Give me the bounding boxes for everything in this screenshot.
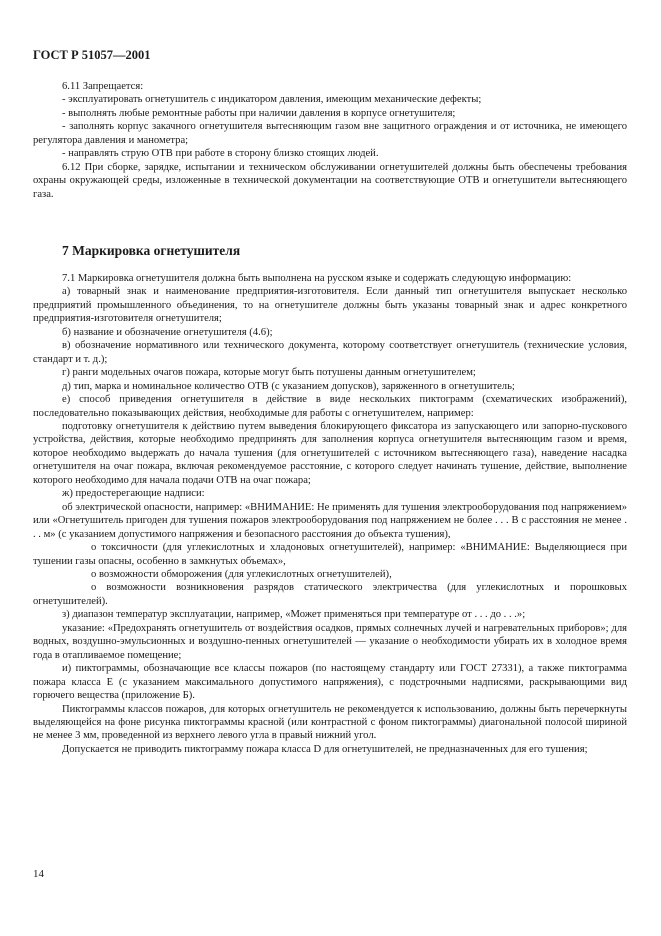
paragraph: а) товарный знак и наименование предприятия-изготовителя. Если данный тип огнетушителя выпускает несколько предприятий промышленного объединения, то на огнетушителе должны быть указаны товарный знак и адрес конкретного предприятия-изготовителя огнетушителя;: [33, 286, 627, 325]
paragraph: об электрической опасности, например: «ВНИМАНИЕ: Не применять для тушения электрооборудования под напряжением» или «Огнетушитель пригоден для тушения пожаров электрооборудования под напряжением не более . . . В с расстояния не менее . . . м» (с указанием допустимого напряжения и безопасного расстояния до объекта тушения),: [33, 501, 627, 540]
paragraph: 7.1 Маркировка огнетушителя должна быть выполнена на русском языке и содержать следующую информацию:: [62, 273, 572, 284]
paragraph: 6.12 При сборке, зарядке, испытании и техническом обслуживании огнетушителей должны быть обеспечены требования охраны окружающей среды, изложенные в технической документации на соответствующие ОТВ и огнетушители вытесняющего газа.: [33, 161, 627, 200]
paragraph: - направлять струю ОТВ при работе в сторону близко стоящих людей.: [62, 148, 379, 160]
paragraph: Допускается не приводить пиктограмму пожара класса D для огнетушителей, не предназначенных для его тушения;: [62, 743, 588, 755]
paragraph: о токсичности (для углекислотных и хладоновых огнетушителей), например: «ВНИМАНИЕ: Выделяющиеся при тушении газы опасны, особенно в замкнутых объемах»,: [33, 542, 627, 567]
paragraph: 6.11 Запрещается:: [62, 81, 144, 92]
section-7-text: [33, 272, 627, 756]
page-number: 14: [33, 868, 44, 880]
paragraph: и) пиктограммы, обозначающие все классы пожаров (по настоящему стандарту или ГОСТ 27331), а также пиктограмма пожара класса Е (с указанием максимального допустимого напряжения), с подстрочными надписями, раскрывающими вид горючего вещества (приложение Б).: [33, 663, 627, 702]
paragraph: о возможности возникновения разрядов статического электричества (для углекислотных и порошковых огнетушителей).: [33, 582, 627, 607]
paragraph: з) диапазон температур эксплуатации, например, «Может применяться при температуре от . . . до . . .»;: [62, 609, 526, 621]
paragraph: д) тип, марка и номинальное количество ОТВ (с указанием допусков), заряженного в огнетушитель;: [62, 380, 515, 392]
section-6-text: [33, 80, 627, 201]
paragraph: - эксплуатировать огнетушитель с индикатором давления, имеющим механические дефекты;: [62, 94, 482, 106]
paragraph: г) ранги модельных очагов пожара, которые могут быть потушены данным огнетушителем;: [62, 367, 476, 379]
section-heading: 7 Маркировка огнетушителя: [62, 243, 241, 258]
paragraph: е) способ приведения огнетушителя в действие в виде нескольких пиктограмм (схематических изображений), последовательно показывающих действия, необходимые для работы с огнетушителем, например:: [33, 394, 627, 419]
paragraph: указание: «Предохранять огнетушитель от воздействия осадков, прямых солнечных лучей и нагревательных приборов»; для водных, воздушно-эмульсионных и воздушно-пенных огнетушителей — указание о необходимости убирать их в холодное время года в отапливаемое помещение;: [33, 622, 627, 661]
paragraph: - заполнять корпус закачного огнетушителя вытесняющим газом вне защитного ограждения и от источника, не имеющего регулятора давления и манометра;: [33, 121, 627, 146]
paragraph: б) название и обозначение огнетушителя (4.6);: [62, 326, 273, 338]
paragraph: - выполнять любые ремонтные работы при наличии давления в корпусе огнетушителя;: [62, 107, 456, 119]
paragraph: о возможности обморожения (для углекислотных огнетушителей),: [91, 568, 392, 580]
paragraph: подготовку огнетушителя к действию путем выведения блокирующего фиксатора из запускающего или запорно-пускового устройства, действия, которые необходимо предпринять для заполнения корпуса огнетушителя вытесняющим газом и время, которое необходимо выдержать до начала тушения (для огнетушителей с источником вытесняющего газа), наведение насадка огнетушителя на очаг пожара, включая рекомендуемое расстояние, с которого следует начинать тушение, действие, выполнение которого необходимо для начала подачи ОТВ на очаг пожара;: [33, 420, 627, 486]
paragraph: Пиктограммы классов пожаров, для которых огнетушитель не рекомендуется к использованию, должны быть перечеркнуты выделяющейся на фоне рисунка пиктограммы красной (или контрастной с фоном пиктограммы) диагональной полосой шириной не менее 3 мм, проведенной из верхнего левого угла в правый нижний угол.: [33, 703, 627, 742]
paragraph: ж) предостерегающие надписи:: [62, 488, 205, 500]
document-header: ГОСТ Р 51057—2001: [33, 48, 151, 62]
paragraph: в) обозначение нормативного или технического документа, которому соответствует огнетушитель (технические условия, стандарт и т. д.);: [33, 340, 627, 365]
